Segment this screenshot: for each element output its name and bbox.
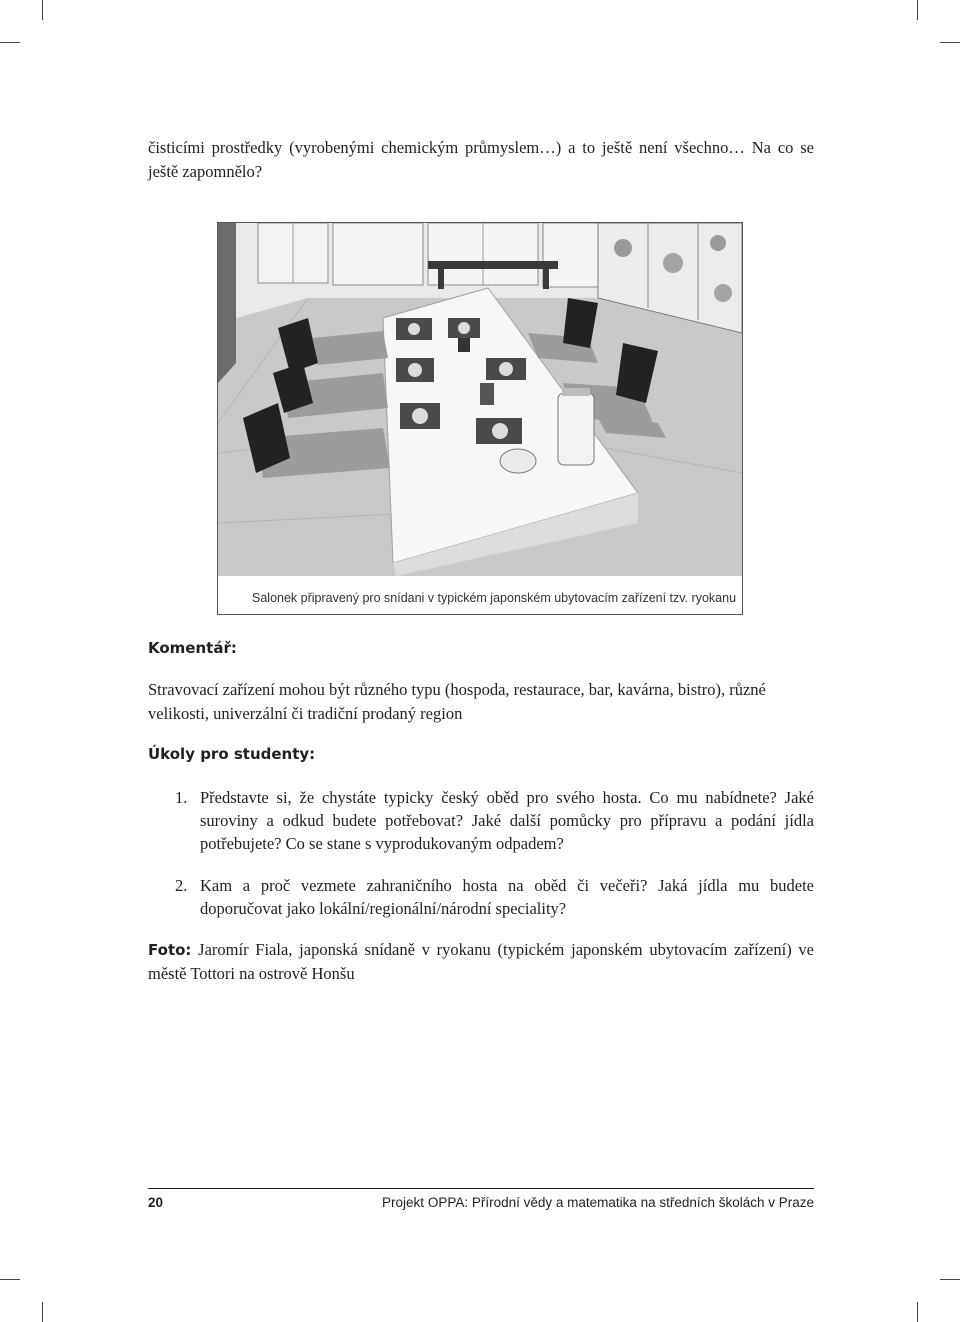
task-text: Kam a proč vezmete zahraničního hosta na oběd či večeři? Jaká jídla mu budete doporučovat jako lokální/regionální/národní speciality? [200, 876, 814, 918]
task-item [148, 874, 814, 920]
photo-credit-label: Foto: [148, 941, 192, 959]
photo-credit [148, 938, 814, 986]
task-number: 2. [175, 876, 188, 895]
tasks-heading: Úkoly pro studenty: [148, 745, 316, 763]
crop-mark [0, 1279, 20, 1280]
crop-mark [42, 0, 43, 20]
crop-mark [0, 42, 20, 43]
comment-text: Stravovací zařízení mohou být různého typu (hospoda, restaurace, bar, kavárna, bistro), různé velikosti, univerzální či tradiční prodaný region [148, 680, 766, 723]
task-text: Představte si, že chystáte typicky český oběd pro svého hosta. Co mu nabídnete? Jaké suroviny a odkud budete potřebovat? Jaké další pomůcky pro přípravu a podání jídla potřebujete? Co se stane s vyprodukovaným odpadem? [200, 788, 814, 853]
crop-mark [42, 1302, 43, 1322]
crop-mark [940, 1279, 960, 1280]
photo-credit-text: Jaromír Fiala, japonská snídaně v ryokanu (typickém japonském ubytovacím zařízení) ve městě Tottori na ostrově Honšu [148, 940, 814, 983]
task-number: 1. [175, 788, 188, 807]
crop-mark [917, 0, 918, 20]
task-list [148, 786, 814, 939]
task-item [148, 786, 814, 855]
figure [217, 222, 743, 615]
comment-heading: Komentář: [148, 639, 237, 657]
page-number: 20 [148, 1195, 164, 1210]
crop-mark [917, 1302, 918, 1322]
intro-paragraph: čisticími prostředky (vyrobenými chemickým průmyslem…) a to ještě není všechno… Na co se ještě zapomnělo? [148, 138, 814, 181]
figure-caption: Salonek připravený pro snídani v typickém japonském ubytovacím zařízení tzv. ryokanu [252, 591, 737, 605]
running-title: Projekt OPPA: Přírodní vědy a matematika na středních školách v Praze [382, 1195, 814, 1210]
ryokan-breakfast-photo [218, 223, 742, 576]
crop-mark [940, 42, 960, 43]
footer-divider [148, 1188, 814, 1189]
